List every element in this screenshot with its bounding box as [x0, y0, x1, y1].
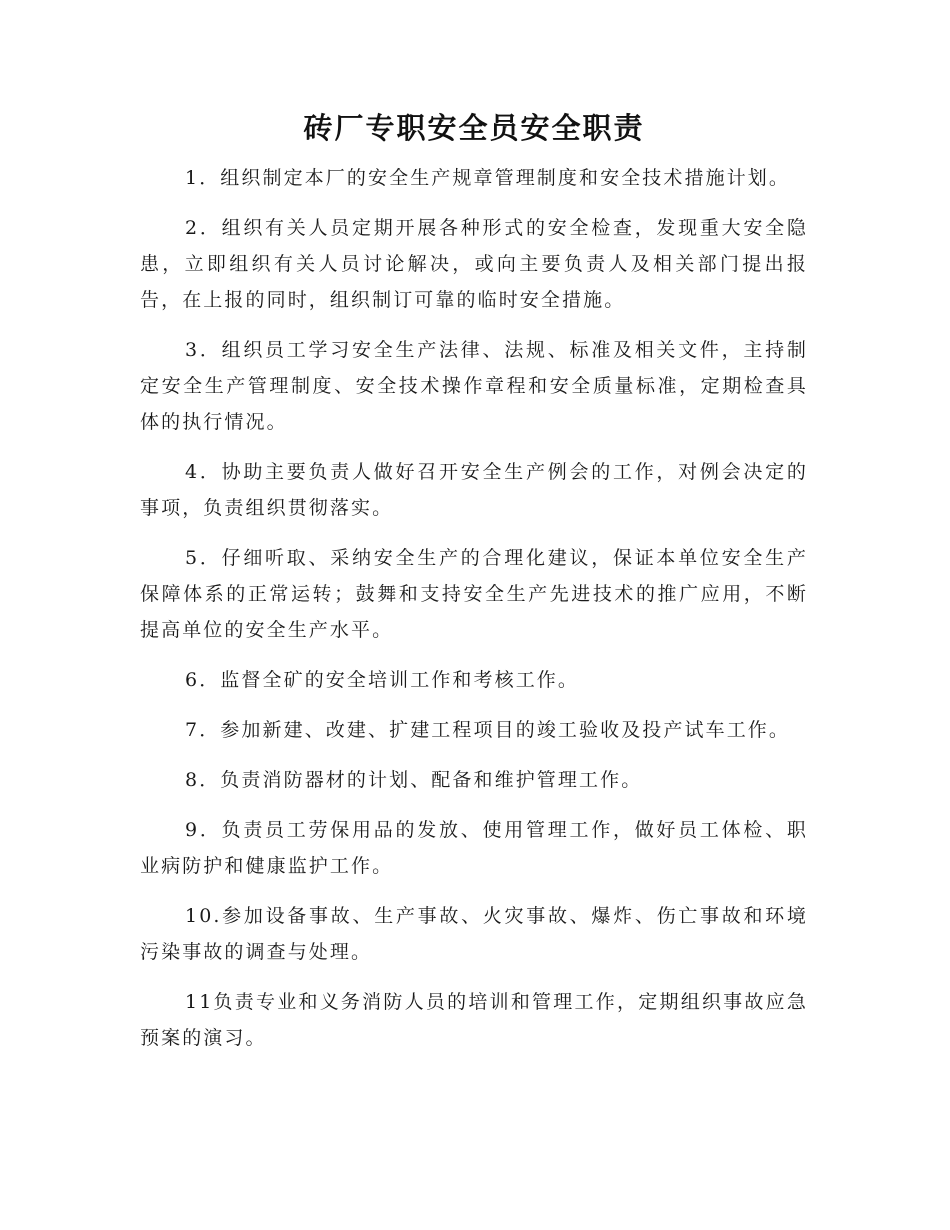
duty-item-8: 8．负责消防器材的计划、配备和维护管理工作。 [185, 769, 643, 791]
duty-list [140, 160, 808, 1056]
duty-item-9: 9．负责员工劳保用品的发放、使用管理工作，做好员工体检、职业病防护和健康监护工作。 [140, 819, 808, 877]
duty-item-11: 11负责专业和义务消防人员的培训和管理工作，定期组织事故应急预案的演习。 [140, 991, 808, 1049]
document-title: 砖厂专职安全员安全职责 [303, 111, 645, 145]
duty-item-7: 7．参加新建、改建、扩建工程项目的竣工验收及投产试车工作。 [185, 719, 790, 741]
duty-item-10: 10.参加设备事故、生产事故、火灾事故、爆炸、伤亡事故和环境污染事故的调查与处理。 [140, 905, 808, 963]
duty-item-6: 6．监督全矿的安全培训工作和考核工作。 [185, 669, 579, 691]
duty-item-4: 4．协助主要负责人做好召开安全生产例会的工作，对例会决定的事项，负责组织贯彻落实。 [140, 461, 808, 519]
duty-item-5: 5．仔细听取、采纳安全生产的合理化建议，保证本单位安全生产保障体系的正常运转；鼓舞和支持安全生产先进技术的推广应用，不断提高单位的安全生产水平。 [140, 547, 808, 641]
duty-item-3: 3．组织员工学习安全生产法律、法规、标准及相关文件，主持制定安全生产管理制度、安全技术操作章程和安全质量标准，定期检查具体的执行情况。 [140, 339, 808, 433]
duty-item-2: 2．组织有关人员定期开展各种形式的安全检查，发现重大安全隐患，立即组织有关人员讨论解决，或向主要负责人及相关部门提出报告，在上报的同时，组织制订可靠的临时安全措施。 [140, 217, 808, 311]
duty-item-1: 1．组织制定本厂的安全生产规章管理制度和安全技术措施计划。 [185, 167, 790, 189]
document-page [140, 108, 808, 1070]
